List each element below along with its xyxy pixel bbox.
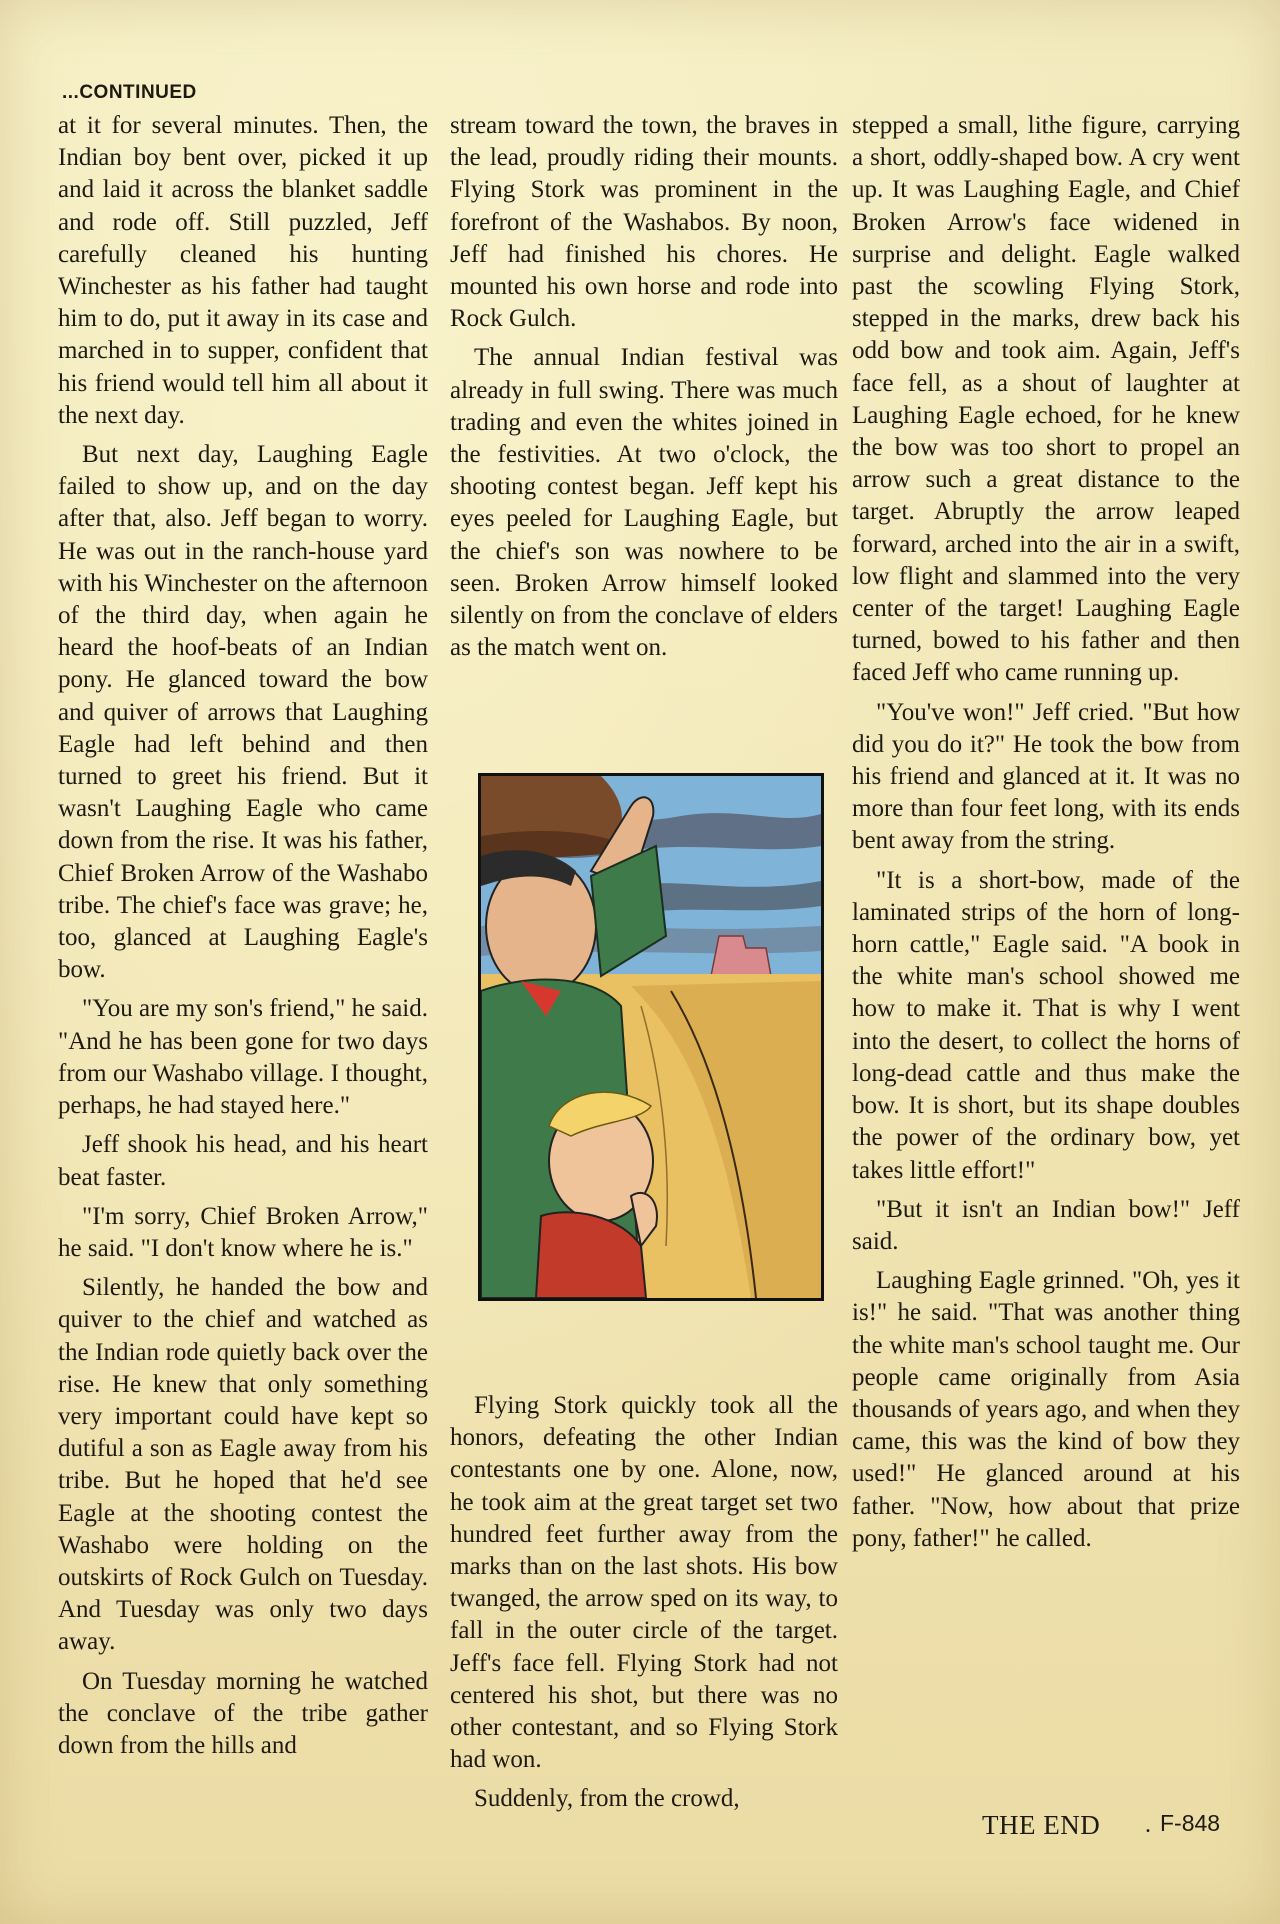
- paragraph: Suddenly, from the crowd,: [474, 1785, 740, 1813]
- paragraph: "You are my son's friend," he said. "And he has been gone for two days from our Washabo village. I thought, perhaps, he had stayed here.": [58, 995, 428, 1120]
- the-end-label: THE END: [982, 1810, 1101, 1840]
- column-2-bottom-text: [450, 1390, 838, 1823]
- paragraph: The annual Indian festival was already in full swing. There was much trading and even the whites joined in the festivities. At two o'clock, the shooting contest began. Jeff kept his eyes peeled for Laughing Eagle, but the chief's son was nowhere to be seen. Broken Arrow himself looked silently on from the conclave of elders as the match went on.: [450, 344, 838, 662]
- continued-label: ...CONTINUED: [62, 82, 197, 103]
- paragraph: stepped a small, lithe figure, carrying a short, oddly-shaped bow. A cry went up. It was Laughing Eagle, and Chief Broken Arrow's face widened in surprise and delight. Eagle walked past the scowling Flying Stork, stepped in the marks, drew back his odd bow and took aim. Again, Jeff's face fell, as a shout of laughter at Laughing Eagle echoed, for he knew the bow was too short to propel an arrow such a great distance to the target. Abruptly the arrow leaped forward, arched into the air in a swift, low flight and slammed into the very center of the target! Laughing Eagle turned, bowed to his father and then faced Jeff who came running up.: [852, 112, 1240, 687]
- paragraph: "You've won!" Jeff cried. "But how did you do it?" He took the bow from his friend and glanced at it. It was no more than four feet long, with its ends bent away from the string.: [852, 698, 1240, 855]
- paragraph: at it for several minutes. Then, the Indian boy bent over, picked it up and laid it across the blanket saddle and rode off. Still puzzled, Jeff carefully cleaned his hunting Winchester as his father had taught him to do, put it away in its case and marched in to supper, confident that his friend would tell him all about it the next day.: [58, 112, 428, 429]
- paragraph: Laughing Eagle grinned. "Oh, yes it is!" he said. "That was another thing the white man's school taught me. Our people came originally from Asia thousands of years ago, and when they came, this was the kind of bow they used!" He glanced around at his father. "Now, how about that prize pony, father!" he called.: [852, 1267, 1240, 1552]
- text-column-1: [58, 110, 428, 1769]
- footer-separator-dot: .: [1145, 1812, 1151, 1838]
- paragraph: stream toward the town, the braves in the lead, proudly riding their mounts. Flying Stork was prominent in the forefront of the Washabos. By noon, Jeff had finished his chores. He mounted his own horse and rode into Rock Gulch.: [450, 112, 838, 333]
- paragraph: "But it isn't an Indian bow!" Jeff said.: [852, 1195, 1240, 1255]
- paragraph: Jeff shook his head, and his heart beat faster.: [58, 1131, 428, 1191]
- paragraph: Flying Stork quickly took all the honors, defeating the other Indian contestants one by one. Alone, now, he took aim at the great target set two hundred feet further away from the marks than on the last shots. His bow twanged, the arrow sped on its way, to fall in the outer circle of the target. Jeff's face fell. Flying Stork had not centered his shot, but there was no other contestant, and so Flying Stork had won.: [450, 1392, 838, 1774]
- paragraph: "It is a short-bow, made of the laminated strips of the horn of long-horn cattle," Eagle said. "A book in the white man's school showed me how to make it. That is why I went into the desert, to collect the horns of long-dead cattle and thus make the bow. It is short, but its shape doubles the power of the ordinary bow, yet takes little effort!": [852, 866, 1240, 1184]
- story-code: F-848: [1160, 1810, 1221, 1836]
- desert-scene-illustration: [481, 776, 821, 1298]
- column-2-top-text: [450, 110, 838, 671]
- paragraph: But next day, Laughing Eagle failed to show up, and on the day after that, also. Jeff began to worry. He was out in the ranch-house yard with his Winchester on the afternoon of the third day, when again he heard the hoof-beats of an Indian pony. He glanced toward the bow and quiver of arrows that Laughing Eagle had left behind and then turned to greet his friend. But it wasn't Laughing Eagle who came down from the rise. It was his father, Chief Broken Arrow of the Washabo tribe. The chief's face was grave; he, too, glanced at Laughing Eagle's bow.: [58, 441, 428, 984]
- comic-illustration-panel: [478, 773, 824, 1301]
- paragraph: "I'm sorry, Chief Broken Arrow," he said. "I don't know where he is.": [58, 1202, 428, 1262]
- paragraph: On Tuesday morning he watched the conclave of the tribe gather down from the hills and: [58, 1667, 428, 1759]
- text-column-3: [852, 110, 1240, 1562]
- paragraph: Silently, he handed the bow and quiver to the chief and watched as the Indian rode quietly back over the rise. He knew that only something very important could have kept so dutiful a son as Eagle away from his tribe. But he hoped that he'd see Eagle at the shooting contest the Washabo were holding on the outskirts of Rock Gulch on Tuesday. And Tuesday was only two days away.: [58, 1274, 428, 1656]
